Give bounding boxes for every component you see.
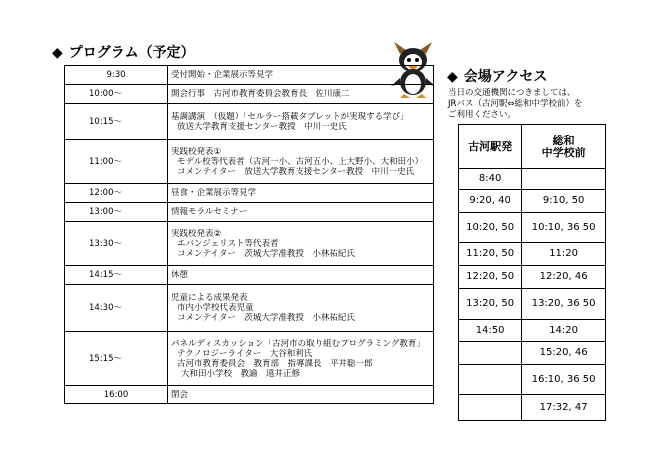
program-time: 11:00～	[65, 140, 168, 184]
program-time: 10:15～	[65, 104, 168, 140]
diamond-bullet-icon: ◆	[447, 69, 458, 85]
access-heading	[447, 66, 547, 86]
table-row	[65, 104, 434, 140]
access-heading-text: 会場アクセス	[463, 69, 548, 85]
program-desc: 休憩	[168, 266, 434, 285]
table-row	[459, 243, 606, 266]
bus-time-koga: 8:40	[459, 169, 522, 190]
program-desc: 実践校発表① モデル校等代表者（古河一小、古河五小、上大野小、大和田小） コメンテイター 放送大学教育支援センター教授 中川一史氏	[168, 140, 434, 184]
table-row	[459, 395, 606, 421]
diamond-bullet-icon: ◆	[52, 45, 63, 61]
program-time: 10:00～	[65, 85, 168, 104]
program-desc: 基調講演 （仮題）「セルラー搭載タブレットが実現する学び」 放送大学教育支援センター教授 中川一史氏	[168, 104, 434, 140]
column-header-sowa-jhs: 総和 中学校前	[522, 125, 606, 169]
bus-timetable	[458, 124, 606, 421]
bus-time-koga	[459, 395, 522, 421]
table-row	[65, 222, 434, 266]
column-header-koga-station: 古河駅発	[459, 125, 522, 169]
program-desc: 受付開始・企業展示等見学	[168, 66, 434, 85]
bus-time-koga: 14:50	[459, 320, 522, 342]
table-row	[65, 203, 434, 222]
program-time: 9:30	[65, 66, 168, 85]
bus-time-sowa: 13:20, 36 50	[522, 289, 606, 320]
table-row	[65, 66, 434, 85]
bus-time-koga: 10:20, 50	[459, 213, 522, 243]
program-time: 14:30～	[65, 285, 168, 332]
bus-time-sowa: 12:20, 46	[522, 266, 606, 289]
bus-time-sowa: 16:10, 36 50	[522, 365, 606, 395]
table-header-row	[459, 125, 606, 169]
program-time: 14:15～	[65, 266, 168, 285]
program-desc: 開会行事 古河市教育委員会教育長 佐川康二	[168, 85, 434, 104]
table-row	[65, 140, 434, 184]
program-time: 15:15～	[65, 332, 168, 386]
bus-time-sowa: 9:10, 50	[522, 190, 606, 213]
program-heading-text: プログラム（予定）	[68, 45, 195, 61]
program-desc: 児童による成果発表 市内小学校代表児童 コメンテイター 茨城大学准教授 小林祐紀氏	[168, 285, 434, 332]
access-description: 当日の交通機関につきましては、 JRバス（古河駅⇔総和中学校前）を ご利用ください。	[448, 88, 583, 120]
bus-time-koga	[459, 342, 522, 365]
table-row	[459, 190, 606, 213]
table-row	[65, 285, 434, 332]
program-desc: パネルディスカッション「古河市の取り組むプログラミング教育」 テクノロジーライター 大谷和利氏 古河市教育委員会 教育部 指導課長 平井聡一郎 大和田小学校 教諭 遠井正修	[168, 332, 434, 386]
program-time: 12:00～	[65, 184, 168, 203]
program-time: 16:00	[65, 386, 168, 404]
program-desc: 閉会	[168, 386, 434, 404]
bus-time-sowa: 15:20, 46	[522, 342, 606, 365]
bus-time-koga: 13:20, 50	[459, 289, 522, 320]
bus-time-sowa: 17:32, 47	[522, 395, 606, 421]
bus-time-koga: 11:20, 50	[459, 243, 522, 266]
table-row	[459, 342, 606, 365]
program-heading	[52, 42, 195, 62]
table-row	[459, 320, 606, 342]
program-time: 13:00～	[65, 203, 168, 222]
table-row	[65, 386, 434, 404]
program-time: 13:30～	[65, 222, 168, 266]
bus-time-koga: 12:20, 50	[459, 266, 522, 289]
bus-time-koga	[459, 365, 522, 395]
program-table	[64, 65, 434, 404]
table-row	[459, 365, 606, 395]
table-row	[459, 213, 606, 243]
program-desc: 実践校発表② エバンジェリスト等代表者 コメンテイター 茨城大学准教授 小林祐紀氏	[168, 222, 434, 266]
table-row	[459, 289, 606, 320]
bus-time-sowa	[522, 169, 606, 190]
table-row	[65, 184, 434, 203]
table-row	[65, 266, 434, 285]
bus-time-sowa: 10:10, 36 50	[522, 213, 606, 243]
bus-time-koga: 9:20, 40	[459, 190, 522, 213]
table-row	[65, 332, 434, 386]
table-row	[459, 266, 606, 289]
table-row	[65, 85, 434, 104]
program-desc: 情報モラルセミナー	[168, 203, 434, 222]
bus-time-sowa: 14:20	[522, 320, 606, 342]
table-row	[459, 169, 606, 190]
bus-time-sowa: 11:20	[522, 243, 606, 266]
program-desc: 昼食・企業展示等見学	[168, 184, 434, 203]
